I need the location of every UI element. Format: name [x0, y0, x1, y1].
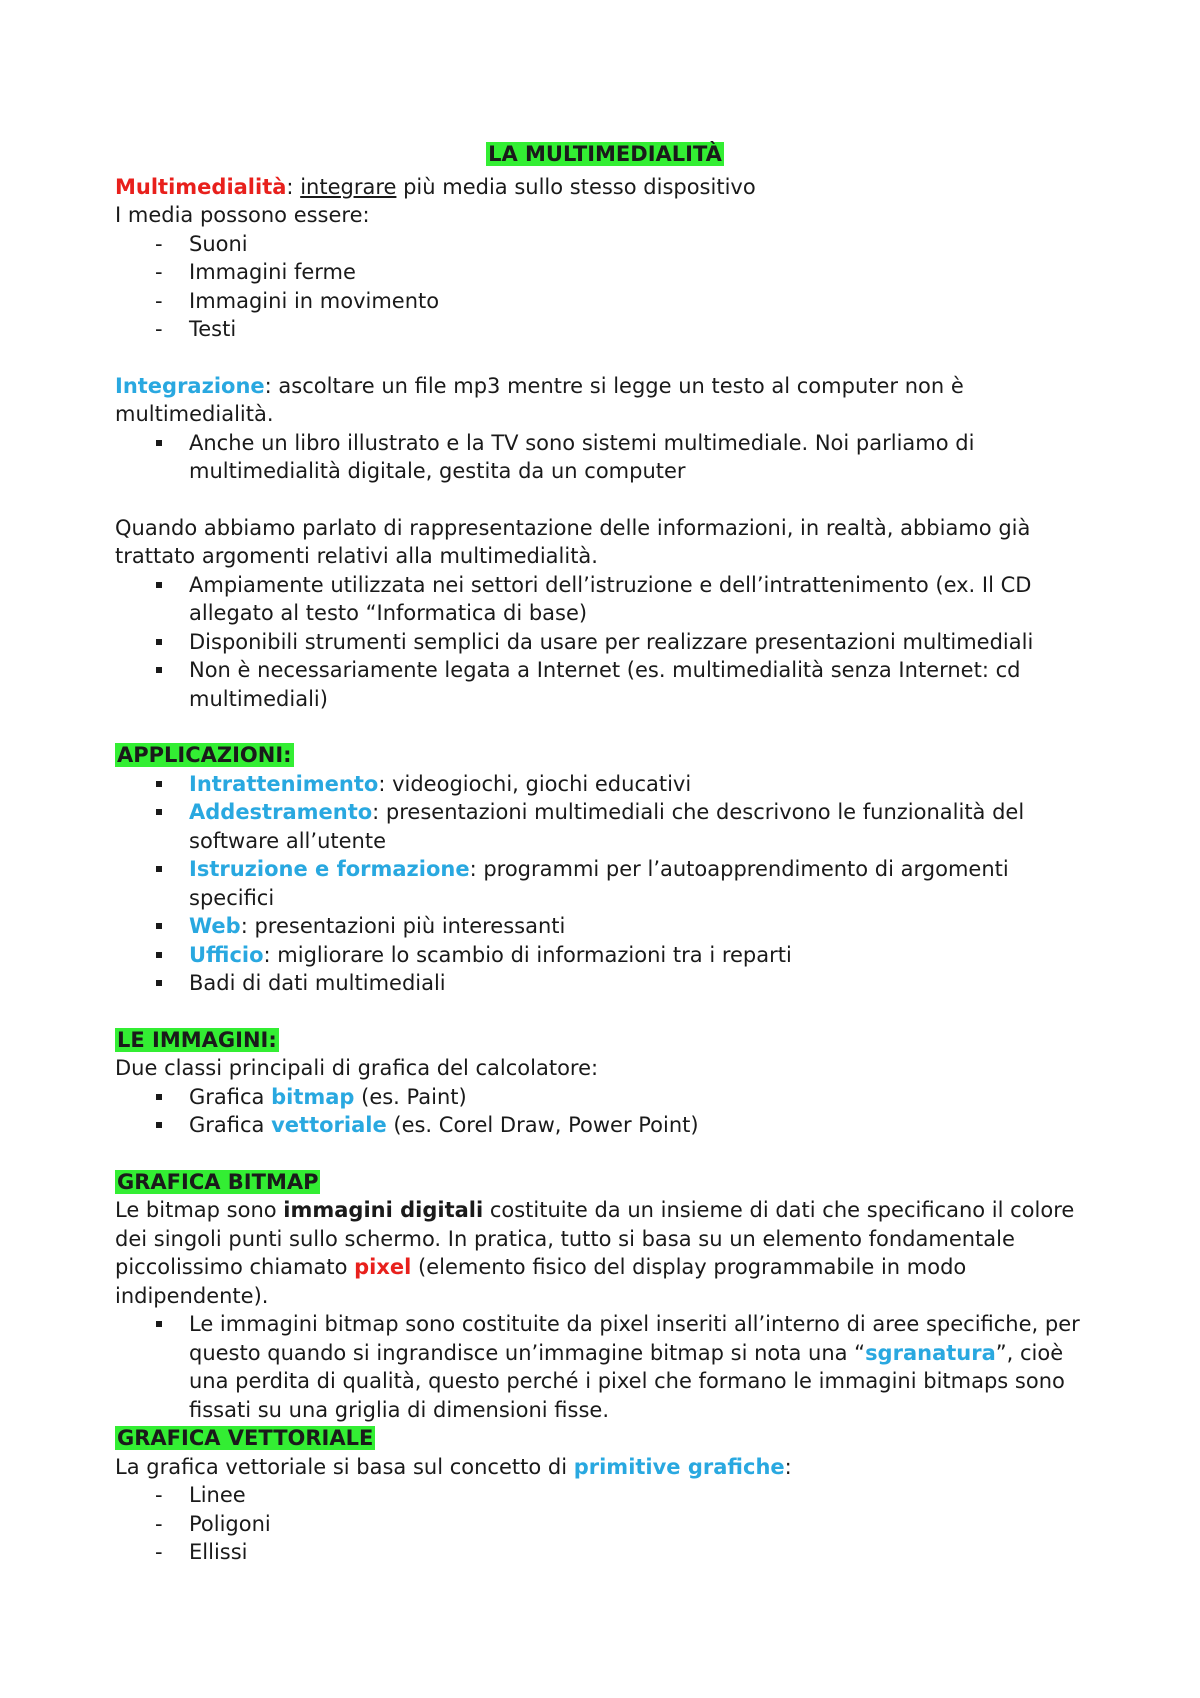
list-item: Ufficio: migliorare lo scambio di informazioni tra i reparti	[115, 941, 1095, 970]
list-item: Grafica bitmap (es. Paint)	[115, 1083, 1095, 1112]
document-body	[115, 140, 1095, 1567]
list-item: - Suoni	[115, 230, 1095, 259]
applicazioni-heading: APPLICAZIONI:	[117, 743, 292, 767]
page-title: LA MULTIMEDIALITÀ	[488, 142, 722, 166]
list-item: Grafica vettoriale (es. Corel Draw, Power Point)	[115, 1111, 1095, 1140]
integrazione-paragraph: Integrazione: ascoltare un file mp3 mentre si legge un testo al computer non è multimedialità.	[115, 373, 964, 426]
list-item: Non è necessariamente legata a Internet (es. multimedialità senza Internet: cd multimediali)	[115, 656, 1095, 713]
list-item: Addestramento: presentazioni multimediali che descrivono le funzionalità del software all’utente	[115, 798, 1095, 855]
list-item: Anche un libro illustrato e la TV sono sistemi multimediale. Noi parliamo di multimedialità digitale, gestita da un computer	[115, 429, 1095, 486]
list-item: Disponibili strumenti semplici da usare per realizzare presentazioni multimediali	[115, 628, 1095, 657]
list-item: Le immagini bitmap sono costituite da pixel inseriti all’interno di aree specifiche, per questo quando si ingrandisce un’immagine bitmap si nota una “sgranatura”, cioè una perdita di qualità, questo perché i pixel che formano le immagini bitmaps sono fissati su una griglia di dimensioni fisse.	[115, 1310, 1095, 1424]
immagini-heading: LE IMMAGINI:	[117, 1027, 277, 1052]
list-item: Web: presentazioni più interessanti	[115, 912, 1095, 941]
media-list	[115, 230, 1095, 344]
bitmap-list	[115, 1310, 1095, 1424]
list-item: Intrattenimento: videogiochi, giochi educativi	[115, 770, 1095, 799]
rappresentazione-list	[115, 571, 1095, 714]
list-item: - Ellissi	[115, 1538, 1095, 1567]
applicazioni-list	[115, 770, 1095, 998]
list-item: - Immagini ferme	[115, 258, 1095, 287]
vettoriale-heading: GRAFICA VETTORIALE	[117, 1426, 374, 1450]
list-item: - Immagini in movimento	[115, 287, 1095, 316]
bitmap-heading-row	[115, 1168, 1095, 1197]
vettoriale-paragraph: La grafica vettoriale si basa sul concetto di primitive grafiche:	[115, 1454, 792, 1479]
immagini-heading-row	[115, 1026, 1095, 1055]
media-intro: I media possono essere:	[115, 203, 370, 227]
vettoriale-list	[115, 1481, 1095, 1567]
list-item: Ampiamente utilizzata nei settori dell’istruzione e dell’intrattenimento (ex. Il CD allegato al testo “Informatica di base)	[115, 571, 1095, 628]
underlined-integrare: integrare	[300, 174, 397, 199]
integrazione-list	[115, 429, 1095, 486]
title-row	[115, 140, 1095, 169]
list-item: - Linee	[115, 1481, 1095, 1510]
term-multimedialita: Multimedialità	[115, 174, 287, 199]
immagini-list	[115, 1083, 1095, 1140]
vettoriale-heading-row	[115, 1424, 1095, 1453]
applicazioni-heading-row	[115, 741, 1095, 770]
list-item: Badi di dati multimediali	[115, 969, 1095, 998]
list-item: Istruzione e formazione: programmi per l’autoapprendimento di argomenti specifici	[115, 855, 1095, 912]
list-item: - Testi	[115, 315, 1095, 344]
immagini-paragraph: Due classi principali di grafica del calcolatore:	[115, 1056, 599, 1080]
list-item: - Poligoni	[115, 1510, 1095, 1539]
term-integrazione: Integrazione	[115, 373, 265, 398]
bitmap-paragraph: Le bitmap sono immagini digitali costituite da un insieme di dati che specificano il colore dei singoli punti sullo schermo. In pratica, tutto si basa su un elemento fondamentale piccolissimo chiamato pixel (elemento fisico del display programmabile in modo indipendente).	[115, 1198, 1075, 1308]
multimedialita-definition: Multimedialità: integrare più media sullo stesso dispositivo	[115, 174, 756, 199]
rappresentazione-paragraph: Quando abbiamo parlato di rappresentazione delle informazioni, in realtà, abbiamo già trattato argomenti relativi alla multimedialità.	[115, 515, 1031, 568]
bitmap-heading: GRAFICA BITMAP	[117, 1169, 319, 1194]
